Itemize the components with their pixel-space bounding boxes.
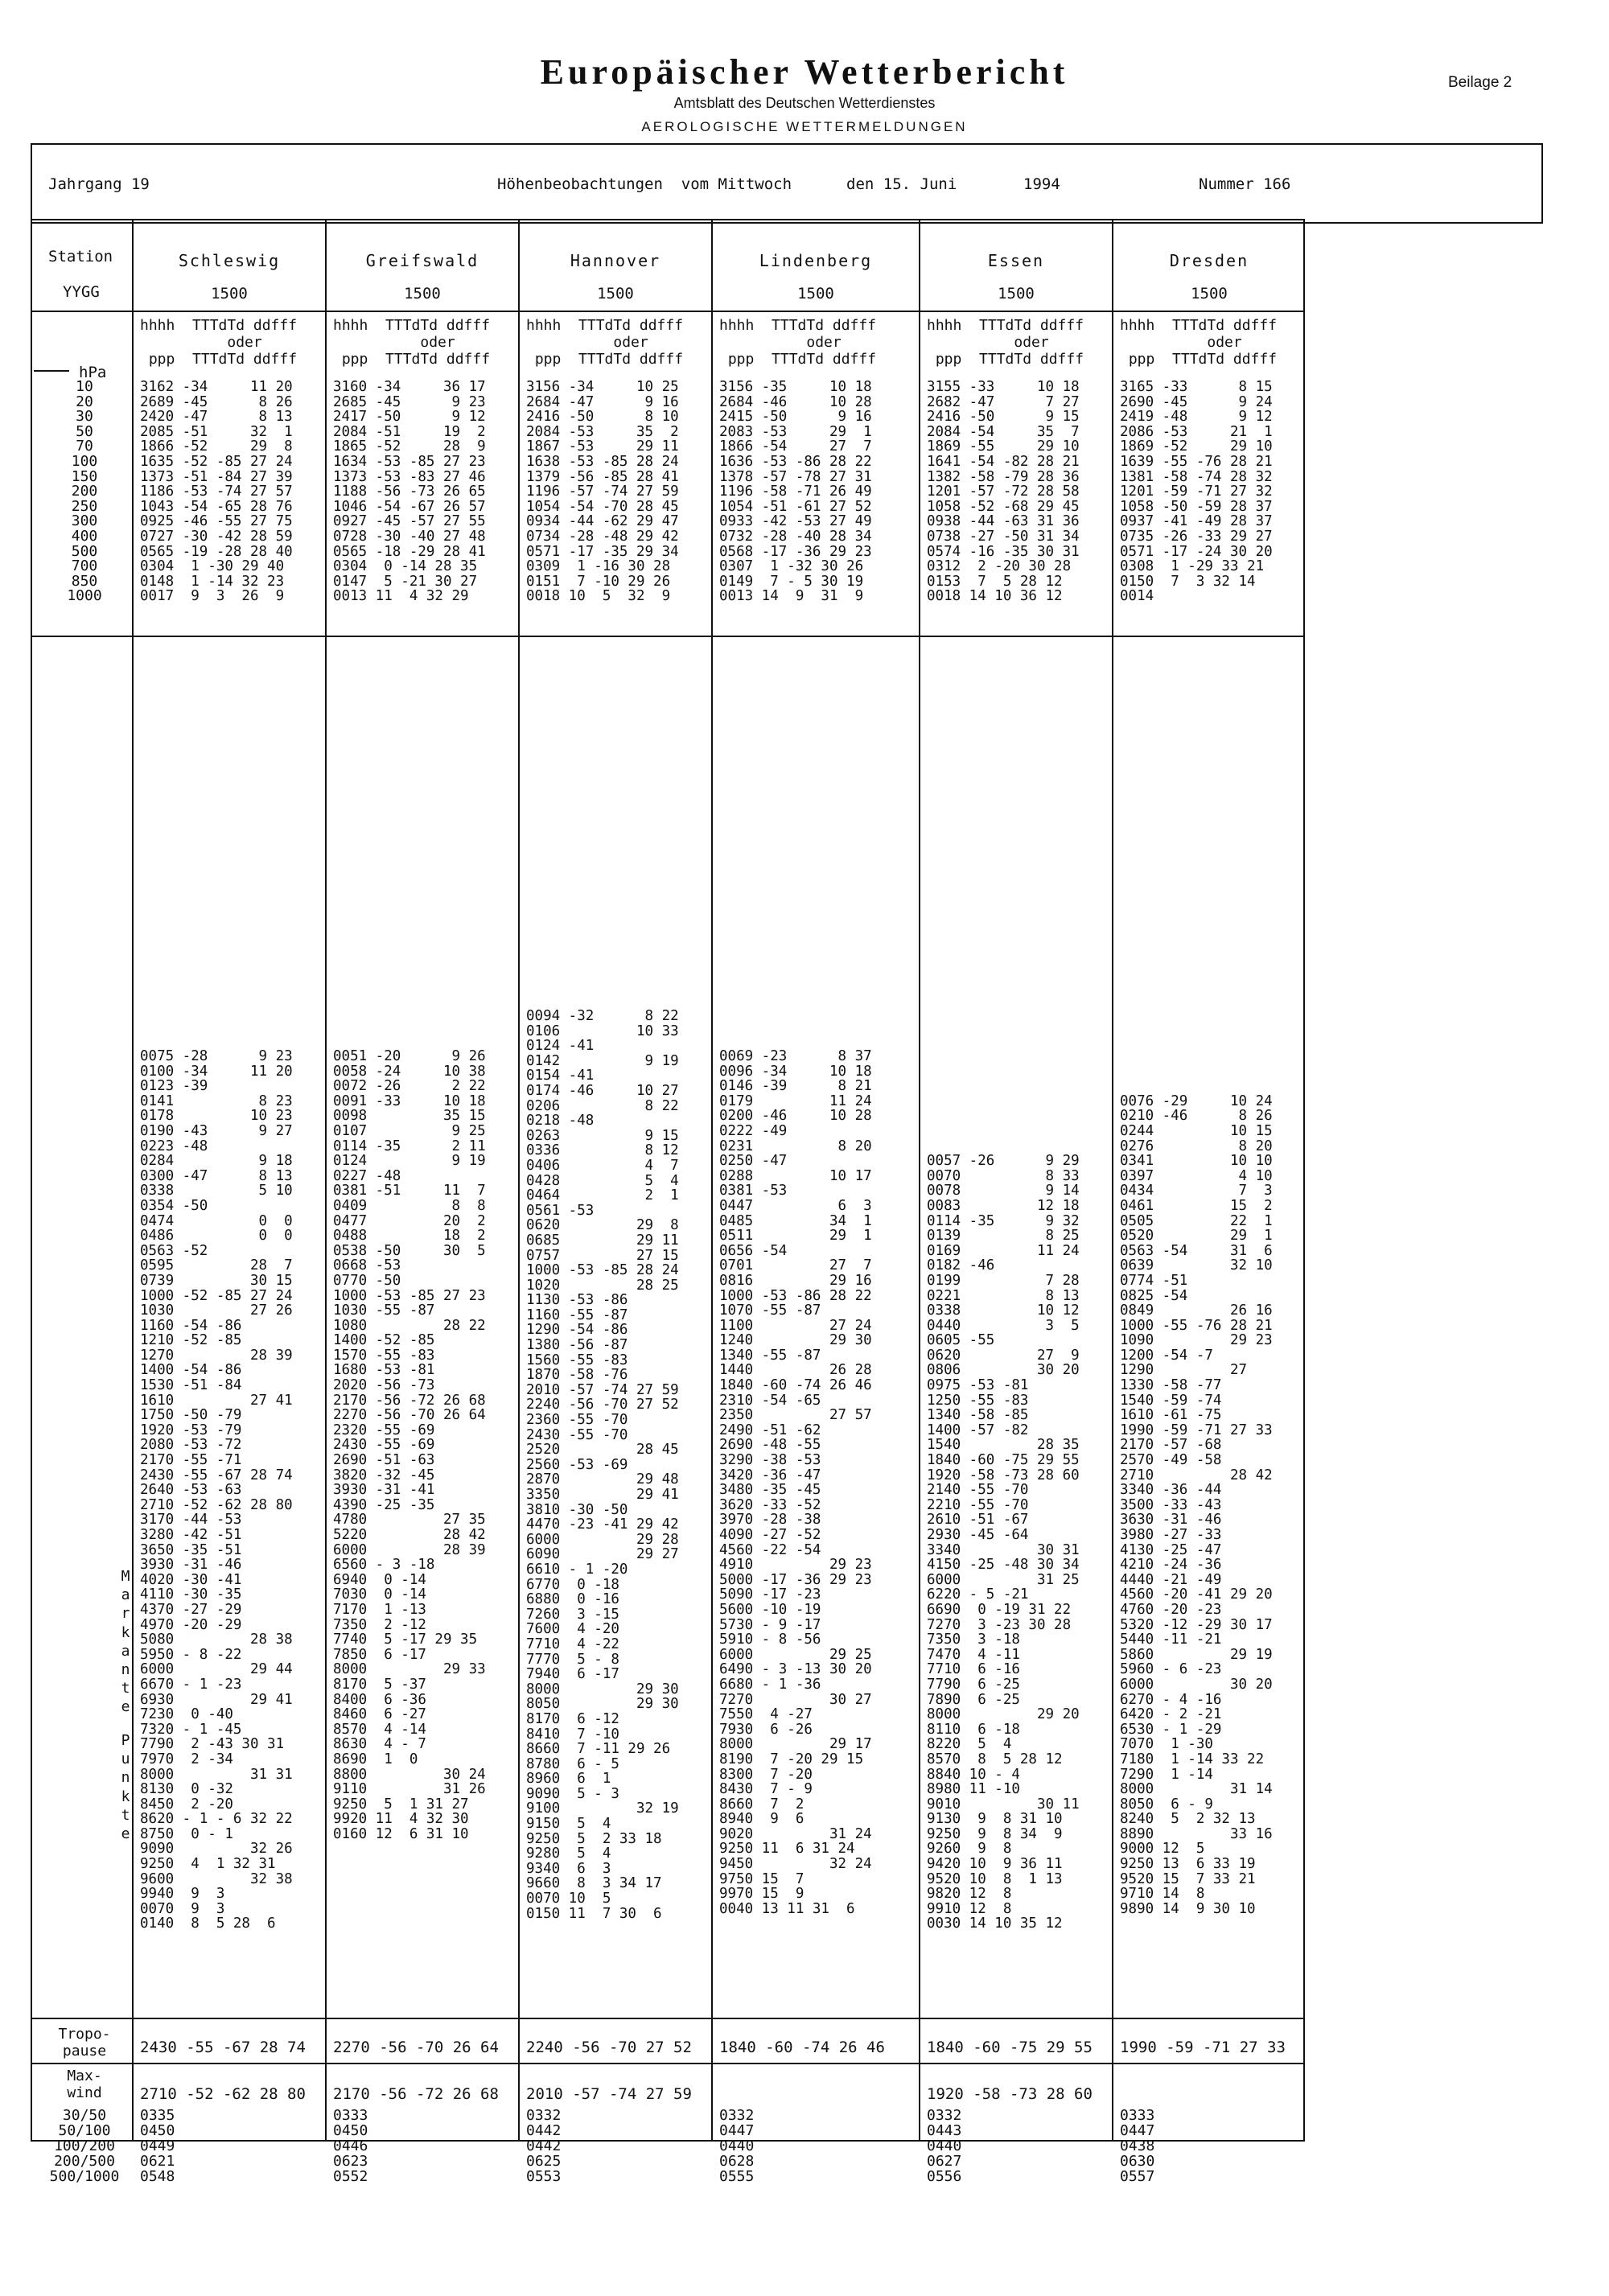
station-yygg: 1500 <box>998 285 1035 302</box>
shear-values-block: 0335 0450 0449 0621 0548 <box>140 2107 175 2185</box>
standard-levels-block: 3156 -34 10 25 2684 -47 9 16 2416 -50 8 10 2084 -53 35 2 1867 -53 29 11 1638 -53 -85 28 24 1379 -56 -85 28 41 1196 -57 -74 27 59 1054 -54 -70 28 45 0934 -44 -62 29 47 0734 -28 -48 29 42 0571 -17 -35 29 34 0309 1 -16 30 28 0151 7 -10 29 26 0018 10 5 32 9 <box>526 379 679 605</box>
column-header: hhhh TTTdTd ddfff oder ppp TTTdTd ddfff <box>927 317 1084 368</box>
row-divider <box>32 311 1303 312</box>
markante-label: M a r k a n t e <box>121 1568 130 1716</box>
column-divider <box>325 220 327 2140</box>
page-title: Europäischer Wetterbericht <box>540 52 1069 92</box>
pressure-levels: 10 20 30 50 70 100 150 200 250 300 400 500 700 850 1000 <box>67 378 102 605</box>
tropopause-value: 2430 -55 -67 28 74 <box>140 2039 306 2056</box>
column-header: hhhh TTTdTd ddfff oder ppp TTTdTd ddfff <box>140 317 298 368</box>
station-yygg: 1500 <box>1191 285 1228 302</box>
column-divider <box>919 220 920 2140</box>
shear-values-block: 0332 0443 0440 0627 0556 <box>927 2107 962 2185</box>
significant-levels-block: 0075 -28 9 23 0100 -34 11 20 0123 -39 0141 8 23 0178 10 23 0190 -43 9 27 0223 -48 0284 9 18 0300 -47 8 13 0338 5 10 0354 -50 0474 0 0 0486 0 0 0563 -52 0595 28 7 0739 30 15 1000 -52 -85 27 24 1030 27 26 1160 -54 -86 1210 -52 -85 1270 28 39 1400 -54 -86 1530 -51 -84 1610 27 41 1750 -50 -79 1920 -53 -79 2080 -53 -72 2170 -55 -71 2430 -55 -67 28 74 2640 -53 -63 2710 -52 -62 28 80 3170 -44 -53 3280 -42 -51 3650 -35 -51 3930 -31 -46 4020 -30 -41 4110 -30 -35 4370 -27 -29 4970 -20 -29 5080 28 38 5950 - 8 -22 6000 29 44 6670 - 1 -23 6930 29 41 7230 0 -40 7320 - 1 -45 7790 2 -43 30 31 7970 2 -34 8000 31 31 8130 0 -32 8450 2 -20 8620 - 1 - 6 32 22 8750 0 - 1 9090 32 26 9250 4 1 32 31 9600 32 38 9940 9 3 0070 9 3 0140 8 5 28 6 <box>140 1048 293 1932</box>
standard-levels-block: 3165 -33 8 15 2690 -45 9 24 2419 -48 9 12 2086 -53 21 1 1869 -52 29 10 1639 -55 -76 28 21 1381 -58 -74 28 32 1201 -59 -71 27 32 1058 -50 -59 28 37 0937 -41 -49 28 37 0735 -26 -33 29 27 0571 -17 -24 30 20 0308 1 -29 33 21 0150 7 3 32 14 0014 <box>1120 379 1273 605</box>
column-header: hhhh TTTdTd ddfff oder ppp TTTdTd ddfff <box>1120 317 1278 368</box>
tropopause-value: 1840 -60 -75 29 55 <box>927 2039 1093 2056</box>
tropopause-value: 2240 -56 -70 27 52 <box>526 2039 692 2056</box>
shear-values-block: 0332 0447 0440 0628 0555 <box>719 2107 755 2185</box>
station-name: Greifswald <box>365 251 479 270</box>
tropopause-value: 1840 -60 -74 26 46 <box>719 2039 885 2056</box>
station-name: Schleswig <box>178 251 281 270</box>
tropopause-value: 1990 -59 -71 27 33 <box>1120 2039 1286 2056</box>
issue-number: Nummer 166 <box>1199 175 1291 193</box>
significant-levels-block: 0076 -29 10 24 0210 -46 8 26 0244 10 15 0276 8 20 0341 10 10 0397 4 10 0434 7 3 0461 15 2 0505 22 1 0520 29 1 0563 -54 31 6 0639 32 10 0774 -51 0825 -54 0849 26 16 1000 -55 -76 28 21 1090 29 23 1200 -54 -7 1290 27 1330 -58 -77 1540 -59 -74 1610 -61 -75 1990 -59 -71 27 33 2170 -57 -68 2570 -49 -58 2710 28 42 3340 -36 -44 3500 -33 -43 3630 -31 -46 3980 -27 -33 4130 -25 -47 4210 -24 -36 4440 -21 -49 4560 -20 -41 29 20 4760 -20 -23 5320 -12 -29 30 17 5440 -11 -21 5860 29 19 5960 - 6 -23 6000 30 20 6270 - 4 -16 6420 - 2 -21 6530 - 1 -29 7070 1 -30 7180 1 -14 33 22 7290 1 -14 8000 31 14 8050 6 - 9 8240 5 2 32 13 8890 33 16 9000 12 5 9250 13 6 33 19 9520 15 7 33 21 9710 14 8 9890 14 9 30 10 <box>1120 1092 1273 1917</box>
hpa-label: hPa <box>79 364 107 381</box>
year-label: 1994 <box>1023 175 1060 193</box>
station-name: Essen <box>987 251 1045 270</box>
yygg-label: YYGG <box>63 283 100 301</box>
date-label: den 15. Juni <box>846 175 957 193</box>
page-subtitle: Amtsblatt des Deutschen Wetterdienstes <box>673 95 936 111</box>
station-name: Hannover <box>570 251 661 270</box>
maxwind-value: 2710 -52 -62 28 80 <box>140 2085 306 2103</box>
supplement-label: Beilage 2 <box>1448 74 1512 91</box>
shear-values-block: 0332 0442 0442 0625 0553 <box>526 2107 562 2185</box>
shear-values-block: 0333 0450 0446 0623 0552 <box>333 2107 368 2185</box>
section-heading: AEROLOGISCHE WETTERMELDUNGEN <box>641 119 968 134</box>
row-divider <box>32 2063 1303 2064</box>
tropopause-value: 2270 -56 -70 26 64 <box>333 2039 499 2056</box>
station-yygg: 1500 <box>404 285 441 302</box>
significant-levels-block: 0094 -32 8 22 0106 10 33 0124 -41 0142 9 19 0154 -41 0174 -46 10 27 0206 8 22 0218 -48 0263 9 15 0336 8 12 0406 4 7 0428 5 4 0464 2 1 0561 -53 0620 29 8 0685 29 11 0757 27 15 1000 -53 -85 28 24 1020 28 25 1130 -53 -86 1160 -55 -87 1290 -54 -86 1380 -56 -87 1560 -55 -83 1870 -58 -76 2010 -57 -74 27 59 2240 -56 -70 27 52 2360 -55 -70 2430 -55 -70 2520 28 45 2560 -53 -69 2870 29 48 3350 29 41 3810 -30 -50 4470 -23 -41 29 42 6000 29 28 6090 29 27 6610 - 1 -20 6770 0 -18 6880 0 -16 7260 3 -15 7600 4 -20 7710 4 -22 7770 5 - 8 7940 6 -17 8000 29 30 8050 29 30 8170 6 -12 8410 7 -10 8660 7 -11 29 26 8780 6 - 5 8960 6 1 9090 5 - 3 9100 32 19 9150 5 4 9250 5 2 33 18 9280 5 4 9340 6 3 9660 8 3 34 17 0070 10 5 0150 11 7 30 6 <box>526 1008 679 1922</box>
maxwind-value: 2170 -56 -72 26 68 <box>333 2085 499 2103</box>
shear-values-block: 0333 0447 0438 0630 0557 <box>1120 2107 1155 2185</box>
column-divider <box>518 220 520 2140</box>
significant-levels-block: 0051 -20 9 26 0058 -24 10 38 0072 -26 2 22 0091 -33 10 18 0098 35 15 0107 9 25 0114 -35 2 11 0124 9 19 0227 -48 0381 -51 11 7 0409 8 8 0477 20 2 0488 18 2 0538 -50 30 5 0668 -53 0770 -50 1000 -53 -85 27 23 1030 -55 -87 1080 28 22 1400 -52 -85 1570 -55 -83 1680 -53 -81 2020 -56 -73 2170 -56 -72 26 68 2270 -56 -70 26 64 2320 -55 -69 2430 -55 -69 2690 -51 -63 3820 -32 -45 3930 -31 -41 4390 -25 -35 4780 27 35 5220 28 42 6000 28 39 6560 - 3 -18 6940 0 -14 7030 0 -14 7170 1 -13 7350 2 -12 7740 5 -17 29 35 7850 6 -17 8000 29 33 8170 5 -37 8400 6 -36 8460 6 -27 8570 4 -14 8630 4 - 7 8690 1 0 8800 30 24 9110 31 26 9250 5 1 31 27 9920 11 4 32 30 0160 12 6 31 10 <box>333 1048 486 1842</box>
station-name: Lindenberg <box>759 251 873 270</box>
station-yygg: 1500 <box>597 285 634 302</box>
standard-levels-block: 3162 -34 11 20 2689 -45 8 26 2420 -47 8 13 2085 -51 32 1 1866 -52 29 8 1635 -52 -85 27 24 1373 -51 -84 27 39 1186 -53 -74 27 57 1043 -54 -65 28 76 0925 -46 -55 27 75 0727 -30 -42 28 59 0565 -19 -28 28 40 0304 1 -30 29 40 0148 1 -14 32 23 0017 9 3 26 9 <box>140 379 293 605</box>
hpa-marker <box>34 370 69 372</box>
standard-levels-block: 3160 -34 36 17 2685 -45 9 23 2417 -50 9 12 2084 -51 19 2 1865 -52 28 9 1634 -53 -85 27 23 1373 -53 -83 27 46 1188 -56 -73 26 65 1046 -54 -67 26 57 0927 -45 -57 27 55 0728 -30 -40 27 48 0565 -18 -29 28 41 0304 0 -14 28 35 0147 5 -21 30 27 0013 11 4 32 29 <box>333 379 486 605</box>
column-header: hhhh TTTdTd ddfff oder ppp TTTdTd ddfff <box>333 317 491 368</box>
column-divider <box>132 220 134 2140</box>
maxwind-value: 2010 -57 -74 27 59 <box>526 2085 692 2103</box>
row-divider <box>32 2018 1303 2019</box>
row-divider <box>32 636 1303 637</box>
issue-info-box <box>31 143 1543 224</box>
observation-label: Höhenbeobachtungen vom Mittwoch <box>497 175 792 193</box>
station-name: Dresden <box>1169 251 1249 270</box>
shear-layers-label: 30/50 50/100 100/200 200/500 500/1000 <box>49 2107 120 2185</box>
significant-levels-block: 0069 -23 8 37 0096 -34 10 18 0146 -39 8 21 0179 11 24 0200 -46 10 28 0222 -49 0231 8 20 0250 -47 0288 10 17 0381 -53 0447 6 3 0485 34 1 0511 29 1 0656 -54 0701 27 7 0816 29 16 1000 -53 -86 28 22 1070 -55 -87 1100 27 24 1240 29 30 1340 -55 -87 1440 26 28 1840 -60 -74 26 46 2310 -54 -65 2350 27 57 2490 -51 -62 2690 -48 -55 3290 -38 -53 3420 -36 -47 3480 -35 -45 3620 -33 -52 3970 -28 -38 4090 -27 -52 4560 -22 -54 4910 29 23 5000 -17 -36 29 23 5090 -17 -23 5600 -10 -19 5730 - 9 -17 5910 - 8 -56 6000 29 25 6490 - 3 -13 30 20 6680 - 1 -36 7270 30 27 7550 4 -27 7930 6 -26 8000 29 17 8190 7 -20 29 15 8300 7 -20 8430 7 - 9 8660 7 2 8940 9 6 9020 31 24 9250 11 6 31 24 9450 32 24 9750 15 7 9970 15 9 0040 13 11 31 6 <box>719 1048 872 1917</box>
column-divider <box>711 220 713 2140</box>
column-header: hhhh TTTdTd ddfff oder ppp TTTdTd ddfff <box>719 317 877 368</box>
volume-label: Jahrgang 19 <box>48 175 150 193</box>
maxwind-label: Max- wind <box>67 2068 102 2101</box>
maxwind-value: 1920 -58 -73 28 60 <box>927 2085 1093 2103</box>
column-header: hhhh TTTdTd ddfff oder ppp TTTdTd ddfff <box>526 317 684 368</box>
standard-levels-block: 3156 -35 10 18 2684 -46 10 28 2415 -50 9 16 2083 -53 29 1 1866 -54 27 7 1636 -53 -86 28 22 1378 -57 -78 27 31 1196 -58 -71 26 49 1054 -51 -61 27 52 0933 -42 -53 27 49 0732 -28 -40 28 34 0568 -17 -36 29 23 0307 1 -32 30 26 0149 7 - 5 30 19 0013 14 9 31 9 <box>719 379 872 605</box>
station-yygg: 1500 <box>211 285 248 302</box>
tropopause-label: Tropo- pause <box>58 2026 111 2059</box>
punkte-label: P u n k t e <box>121 1732 130 1843</box>
station-label: Station <box>48 248 113 265</box>
column-divider <box>1112 220 1113 2140</box>
station-yygg: 1500 <box>797 285 834 302</box>
data-table <box>31 219 1305 2185</box>
significant-levels-block: 0057 -26 9 29 0070 8 33 0078 9 14 0083 12 18 0114 -35 9 32 0139 8 25 0169 11 24 0182 -46 0199 7 28 0221 8 13 0338 10 12 0440 3 5 0605 -55 0620 27 9 0806 30 20 0975 -53 -81 1250 -55 -83 1340 -58 -85 1400 -57 -82 1540 28 35 1840 -60 -75 29 55 1920 -58 -73 28 60 2140 -55 -70 2210 -55 -70 2610 -51 -67 2930 -45 -64 3340 30 31 4150 -25 -48 30 34 6000 31 25 6220 - 5 -21 6690 0 -19 31 22 7270 3 -23 30 28 7350 3 -18 7470 4 -11 7710 6 -16 7790 6 -25 7890 6 -25 8000 29 20 8110 6 -18 8220 5 4 8570 8 5 28 12 8840 10 - 4 8980 11 -10 9010 30 11 9130 9 8 31 10 9250 9 8 34 9 9260 9 8 9420 10 9 36 11 9520 10 8 1 13 9820 12 8 9910 12 8 0030 14 10 35 12 <box>927 1153 1080 1932</box>
standard-levels-block: 3155 -33 10 18 2682 -47 7 27 2416 -50 9 15 2084 -54 35 7 1869 -55 29 10 1641 -54 -82 28 21 1382 -58 -79 28 36 1201 -57 -72 28 58 1058 -52 -68 29 45 0938 -44 -63 31 36 0738 -27 -50 31 34 0574 -16 -35 30 31 0312 2 -20 30 28 0153 7 5 28 12 0018 14 10 36 12 <box>927 379 1080 605</box>
